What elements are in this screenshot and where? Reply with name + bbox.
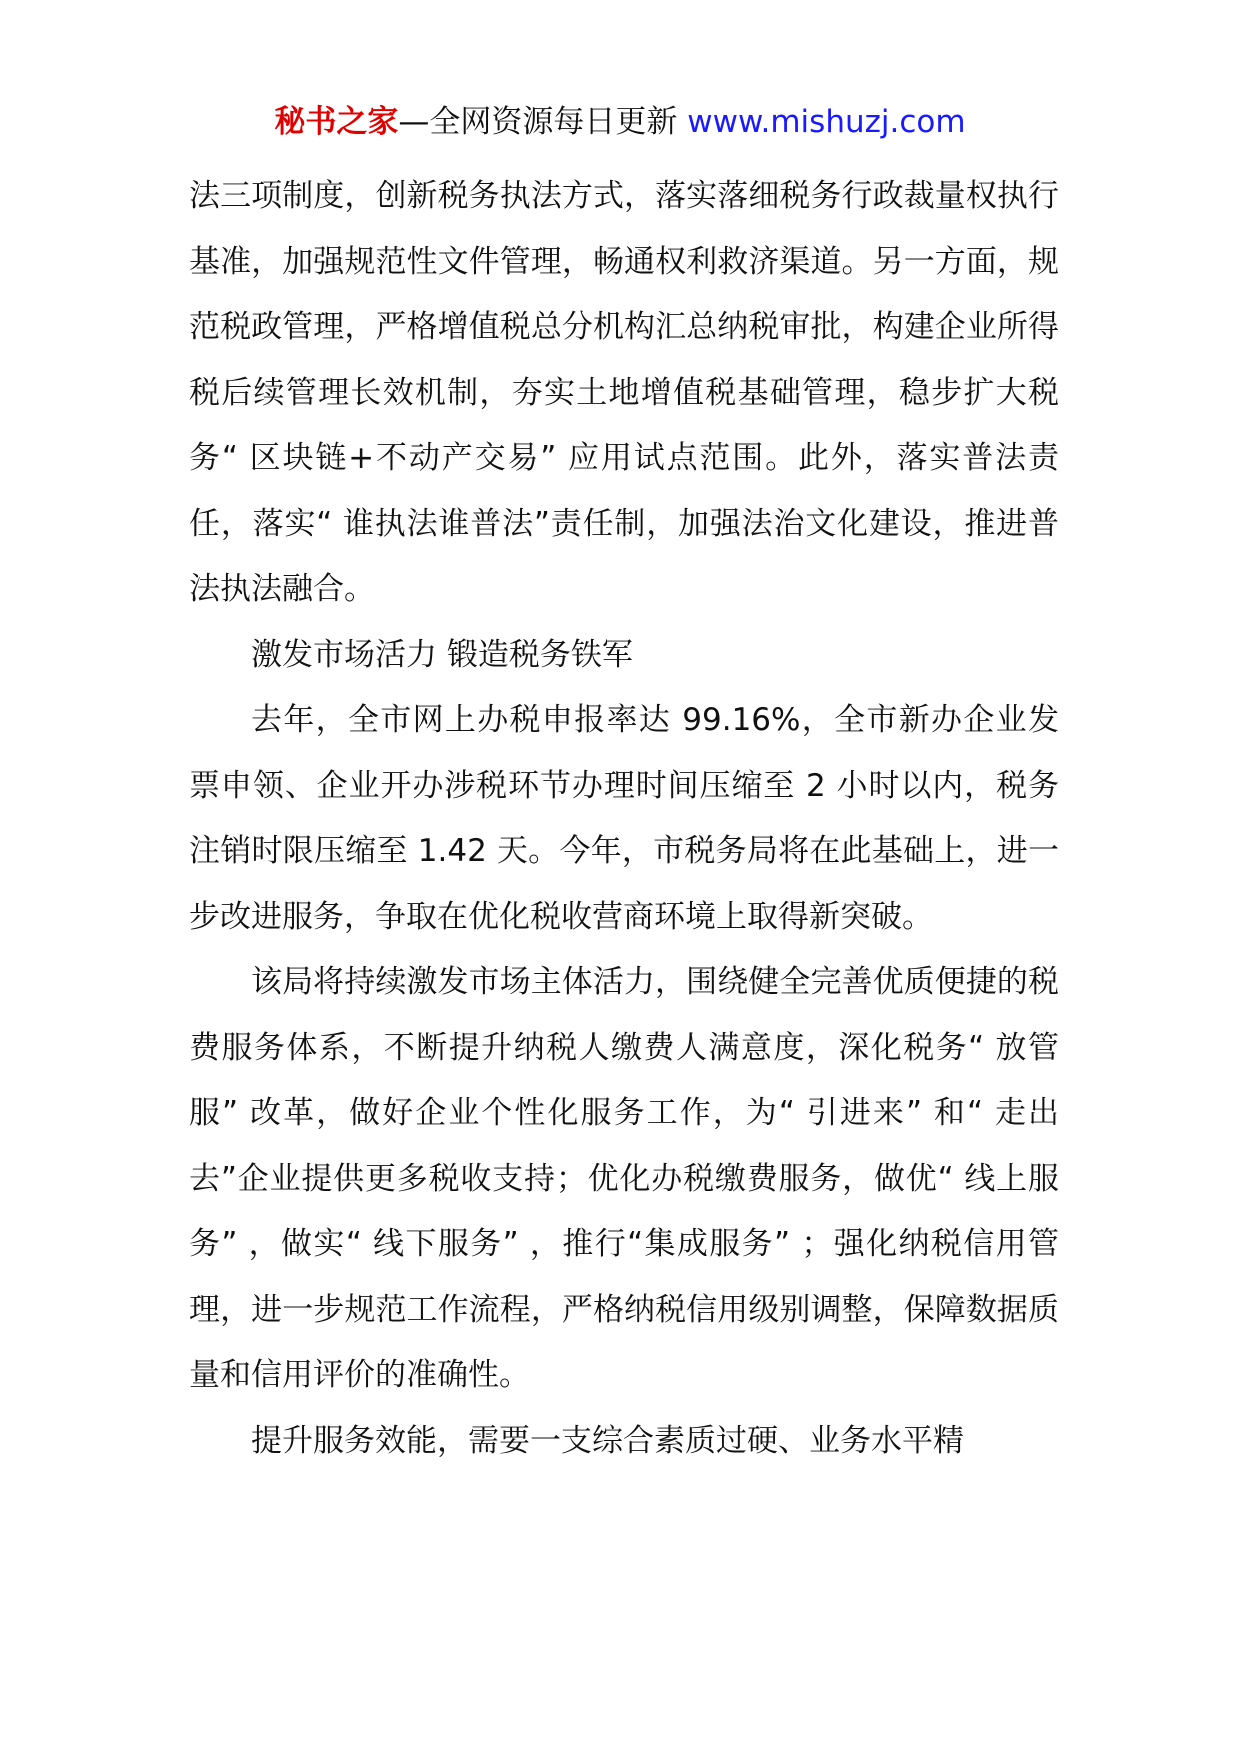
paragraph: 法三项制度，创新税务执法方式，落实落细税务行政裁量权执行基准，加强规范性文件管理，畅通权利救济渠道。另一方面，规范税政管理，严格增值税总分机构汇总纳税审批，构建企业所得税后续管理长效机制，夯实土地增值税基础管理，稳步扩大税务“ 区块链+不动产交易” 应用试点范围。此外，落实普法责任，落实“ 谁执法谁普法”责任制，加强法治文化建设，推进普法执法融合。 (189, 178, 1059, 607)
page-header (0, 100, 1240, 144)
document-body (189, 164, 1059, 1474)
paragraph: 去年，全市网上办税申报率达 99.16%，全市新办企业发票申领、企业开办涉税环节办理时间压缩至 2 小时以内，税务注销时限压缩至 1.42 天。今年，市税务局将在此基础上，进一步改进服务，争取在优化税收营商环境上取得新突破。 (189, 702, 1059, 935)
site-url[interactable]: www.mishuzj.com (687, 104, 966, 140)
section-heading: 激发市场活力 锻造税务铁军 (251, 636, 633, 673)
brand-name: 秘书之家 (274, 104, 399, 140)
header-tagline: —全网资源每日更新 (398, 104, 678, 140)
paragraph: 该局将持续激发市场主体活力，围绕健全完善优质便捷的税费服务体系，不断提升纳税人缴费人满意度，深化税务“ 放管服” 改革，做好企业个性化服务工作，为“ 引进来” 和“ 走出去”企业提供更多税收支持；优化办税缴费服务，做优“ 线上服务” ，做实“ 线下服务” ，推行“集成服务” ；强化纳税信用管理，进一步规范工作流程，严格纳税信用级别调整，保障数据质量和信用评价的准确性。 (189, 964, 1059, 1393)
paragraph: 提升服务效能，需要一支综合素质过硬、业务水平精 (251, 1422, 964, 1459)
